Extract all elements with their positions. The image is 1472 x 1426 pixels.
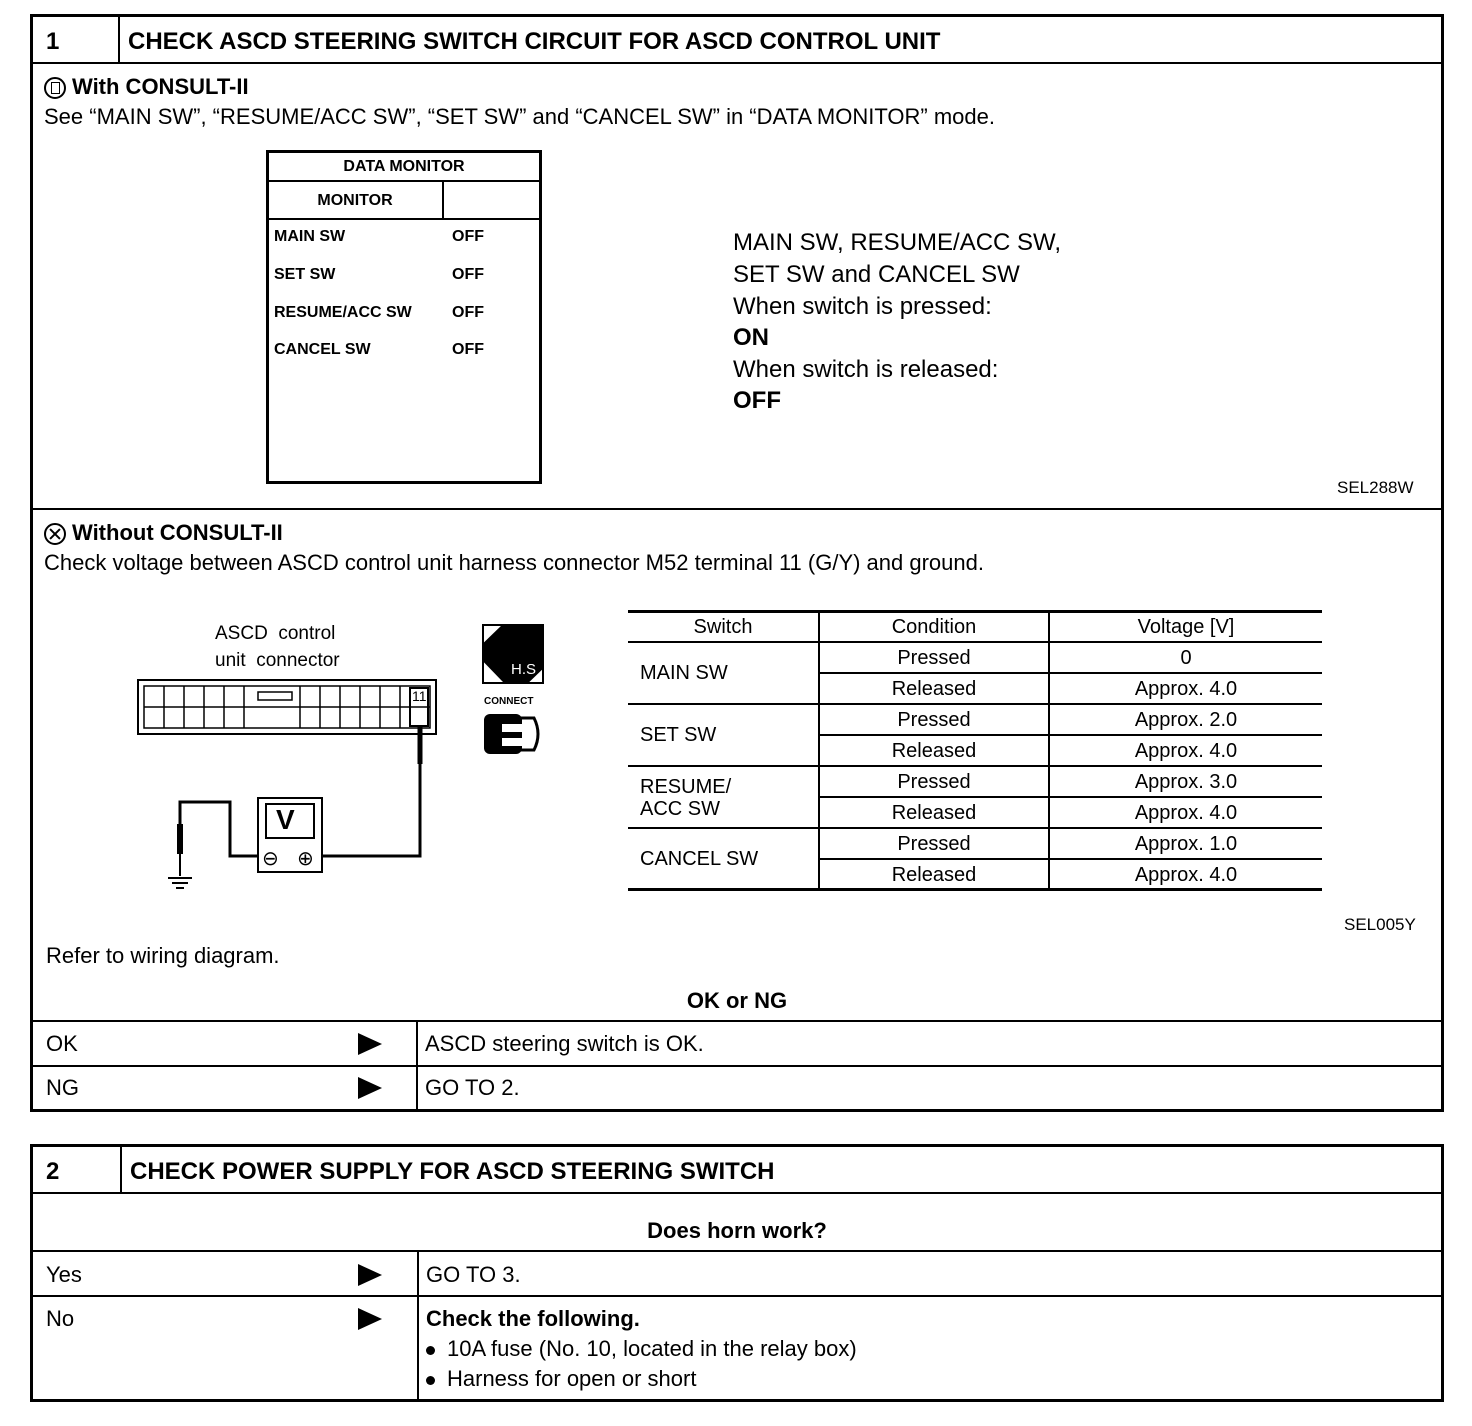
refer-text: Refer to wiring diagram. bbox=[46, 943, 280, 968]
table-condition: Pressed bbox=[897, 647, 971, 669]
monitor-row-value: OFF bbox=[452, 341, 484, 358]
monitor-column-divider bbox=[268, 218, 540, 220]
no-consult-icon bbox=[44, 523, 66, 545]
result-divider bbox=[32, 1020, 1442, 1022]
connect-icon bbox=[482, 710, 544, 758]
table-switch: RESUME/ bbox=[640, 776, 732, 798]
result-divider bbox=[32, 1065, 1442, 1067]
without-consult-heading: Without CONSULT-II bbox=[44, 520, 283, 546]
table-voltage: Approx. 3.0 bbox=[1134, 771, 1238, 793]
table-switch: CANCEL SW bbox=[640, 848, 759, 870]
result-divider bbox=[32, 1295, 1442, 1297]
voltage-table bbox=[628, 610, 1322, 892]
monitor-row-value: OFF bbox=[452, 304, 484, 321]
table-condition: Released bbox=[891, 864, 977, 886]
result-vdivider bbox=[417, 1251, 419, 1400]
result-label-ok: OK bbox=[46, 1031, 78, 1056]
table-switch: SET SW bbox=[640, 724, 717, 746]
result-action-ng: GO TO 2. bbox=[425, 1075, 520, 1100]
connector-diagram bbox=[130, 676, 450, 896]
figure-code: SEL288W bbox=[1337, 478, 1414, 497]
result-vdivider bbox=[416, 1021, 418, 1110]
step2-header-divider bbox=[32, 1192, 1442, 1194]
monitor-row-name: CANCEL SW bbox=[274, 341, 371, 358]
monitor-row-name: MAIN SW bbox=[274, 228, 346, 245]
monitor-column-header: MONITOR bbox=[317, 192, 393, 209]
result-action-ok: ASCD steering switch is OK. bbox=[425, 1031, 704, 1056]
with-consult-heading: With CONSULT-II bbox=[44, 74, 249, 100]
table-condition: Pressed bbox=[897, 833, 971, 855]
monitor-row-value: OFF bbox=[452, 228, 484, 245]
table-header: Condition bbox=[891, 616, 977, 638]
step1-number: 1 bbox=[46, 28, 60, 55]
check-item: Harness for open or short bbox=[426, 1366, 696, 1392]
table-header: Voltage [V] bbox=[1137, 616, 1235, 638]
spec-on: ON bbox=[733, 324, 769, 351]
voltmeter-minus: ⊖ bbox=[262, 848, 279, 870]
spec-line: SET SW and CANCEL SW bbox=[733, 261, 1020, 288]
check-item: 10A fuse (No. 10, located in the relay box) bbox=[426, 1336, 857, 1362]
consult-icon bbox=[44, 77, 66, 99]
table-voltage: 0 bbox=[1180, 647, 1192, 669]
terminal-number: 11 bbox=[412, 688, 427, 704]
voltmeter-label: V bbox=[276, 804, 295, 835]
monitor-row-name: SET SW bbox=[274, 266, 336, 283]
spec-line: When switch is released: bbox=[733, 356, 999, 383]
consult-section-divider bbox=[32, 508, 1442, 510]
table-condition: Released bbox=[891, 802, 977, 824]
table-voltage: Approx. 1.0 bbox=[1134, 833, 1238, 855]
table-switch: ACC SW bbox=[640, 798, 720, 820]
connect-label: CONNECT bbox=[484, 696, 534, 707]
table-condition: Pressed bbox=[897, 771, 971, 793]
check-heading: Check the following. bbox=[426, 1306, 640, 1331]
result-divider bbox=[32, 1250, 1442, 1252]
hs-icon bbox=[482, 624, 544, 684]
connector-label: unit connector bbox=[215, 650, 340, 671]
table-header: Switch bbox=[693, 616, 753, 638]
spec-off: OFF bbox=[733, 387, 781, 414]
result-label-ng: NG bbox=[46, 1075, 79, 1100]
result-action-yes: GO TO 3. bbox=[426, 1262, 521, 1287]
monitor-title-divider bbox=[268, 180, 540, 182]
table-voltage: Approx. 4.0 bbox=[1134, 864, 1238, 886]
bullet-icon bbox=[426, 1346, 435, 1355]
arrow-right-icon bbox=[358, 1264, 382, 1286]
step2-number: 2 bbox=[46, 1158, 60, 1185]
step1-number-divider bbox=[118, 16, 120, 63]
spec-line: When switch is pressed: bbox=[733, 293, 992, 320]
result-label-no: No bbox=[46, 1306, 75, 1331]
step2-title: CHECK POWER SUPPLY FOR ASCD STEERING SWITCH bbox=[130, 1158, 775, 1185]
with-consult-instruction: See “MAIN SW”, “RESUME/ACC SW”, “SET SW” and “CANCEL SW” in “DATA MONITOR” mode. bbox=[44, 104, 995, 129]
table-condition: Pressed bbox=[897, 709, 971, 731]
step1-title: CHECK ASCD STEERING SWITCH CIRCUIT FOR ASCD CONTROL UNIT bbox=[128, 28, 941, 55]
arrow-right-icon bbox=[358, 1033, 382, 1055]
table-switch: MAIN SW bbox=[640, 662, 728, 684]
ok-ng-question: OK or NG bbox=[686, 988, 788, 1013]
arrow-right-icon bbox=[358, 1077, 382, 1099]
table-voltage: Approx. 4.0 bbox=[1134, 802, 1238, 824]
bullet-icon bbox=[426, 1376, 435, 1385]
arrow-right-icon bbox=[358, 1308, 382, 1330]
table-voltage: Approx. 4.0 bbox=[1134, 740, 1238, 762]
connector-label: ASCD control bbox=[215, 623, 336, 644]
table-voltage: Approx. 2.0 bbox=[1134, 709, 1238, 731]
voltmeter-plus: ⊕ bbox=[297, 848, 314, 870]
monitor-row-value: OFF bbox=[452, 266, 484, 283]
result-label-yes: Yes bbox=[46, 1262, 82, 1287]
table-condition: Released bbox=[891, 678, 977, 700]
table-condition: Released bbox=[891, 740, 977, 762]
monitor-column-vdivider bbox=[442, 181, 444, 218]
monitor-title: DATA MONITOR bbox=[343, 158, 465, 175]
table-voltage: Approx. 4.0 bbox=[1134, 678, 1238, 700]
spec-line: MAIN SW, RESUME/ACC SW, bbox=[733, 229, 1062, 256]
without-consult-instruction: Check voltage between ASCD control unit harness connector M52 terminal 11 (G/Y) and ground. bbox=[44, 550, 984, 575]
hs-label: H.S bbox=[510, 661, 536, 678]
figure-code: SEL005Y bbox=[1344, 915, 1416, 934]
monitor-row-name: RESUME/ACC SW bbox=[274, 304, 412, 321]
step2-number-divider bbox=[120, 1146, 122, 1193]
horn-question: Does horn work? bbox=[647, 1218, 827, 1243]
step1-header-divider bbox=[32, 62, 1442, 64]
